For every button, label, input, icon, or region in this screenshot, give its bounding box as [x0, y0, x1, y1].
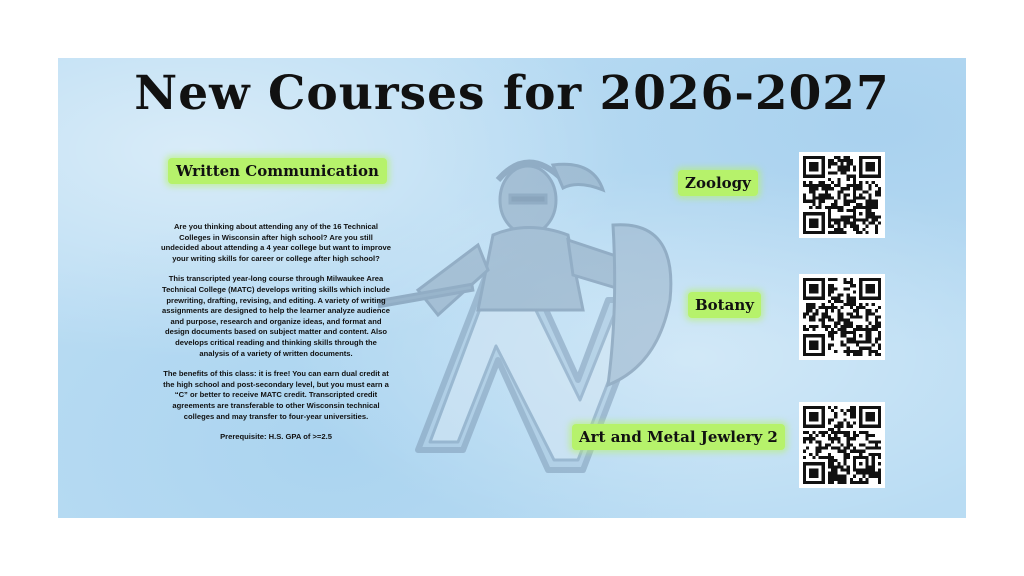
course-label-zoology: Zoology — [678, 170, 758, 196]
description-paragraph: Are you thinking about attending any of the 16 Technical Colleges in Wisconsin after high school? Are you still undecided about attending a 4 year college but want to improve your writing skills for career or college after high school? — [161, 222, 391, 263]
botany-qr-code[interactable] — [799, 274, 885, 360]
course-description — [160, 222, 392, 453]
qr-code-icon — [803, 156, 881, 234]
prerequisite-text: Prerequisite: H.S. GPA of >=2.5 — [220, 432, 332, 442]
description-paragraph: The benefits of this class: it is free! You can earn dual credit at the high school and post-secondary level, but you must earn a “C” or better to receive MATC credit. Transcripted credit agreements are transferable to other Wisconsin technical colleges and may transfer to four-year universities. — [163, 369, 389, 421]
page-title: New Courses for 2026-2027 — [134, 66, 890, 121]
course-flyer — [58, 58, 966, 518]
zoology-qr-code[interactable] — [799, 152, 885, 238]
qr-code-icon — [803, 406, 881, 484]
course-label-botany: Botany — [688, 292, 761, 318]
course-label-written-communication: Written Communication — [168, 158, 387, 184]
qr-code-icon — [803, 278, 881, 356]
art-metal-jewlery-qr-code[interactable] — [799, 402, 885, 488]
description-paragraph: This transcripted year-long course through Milwaukee Area Technical College (MATC) develops writing skills which include prewriting, drafting, revising, and editing. A variety of writing assignments are designed to help the learner analyze audience and purpose, research and organize ideas, and format and design documents based on subject matter and content. Also develops critical reading and thinking skills through the analysis of a variety of written documents. — [162, 274, 390, 358]
course-label-art-metal-jewlery: Art and Metal Jewlery 2 — [572, 424, 785, 450]
